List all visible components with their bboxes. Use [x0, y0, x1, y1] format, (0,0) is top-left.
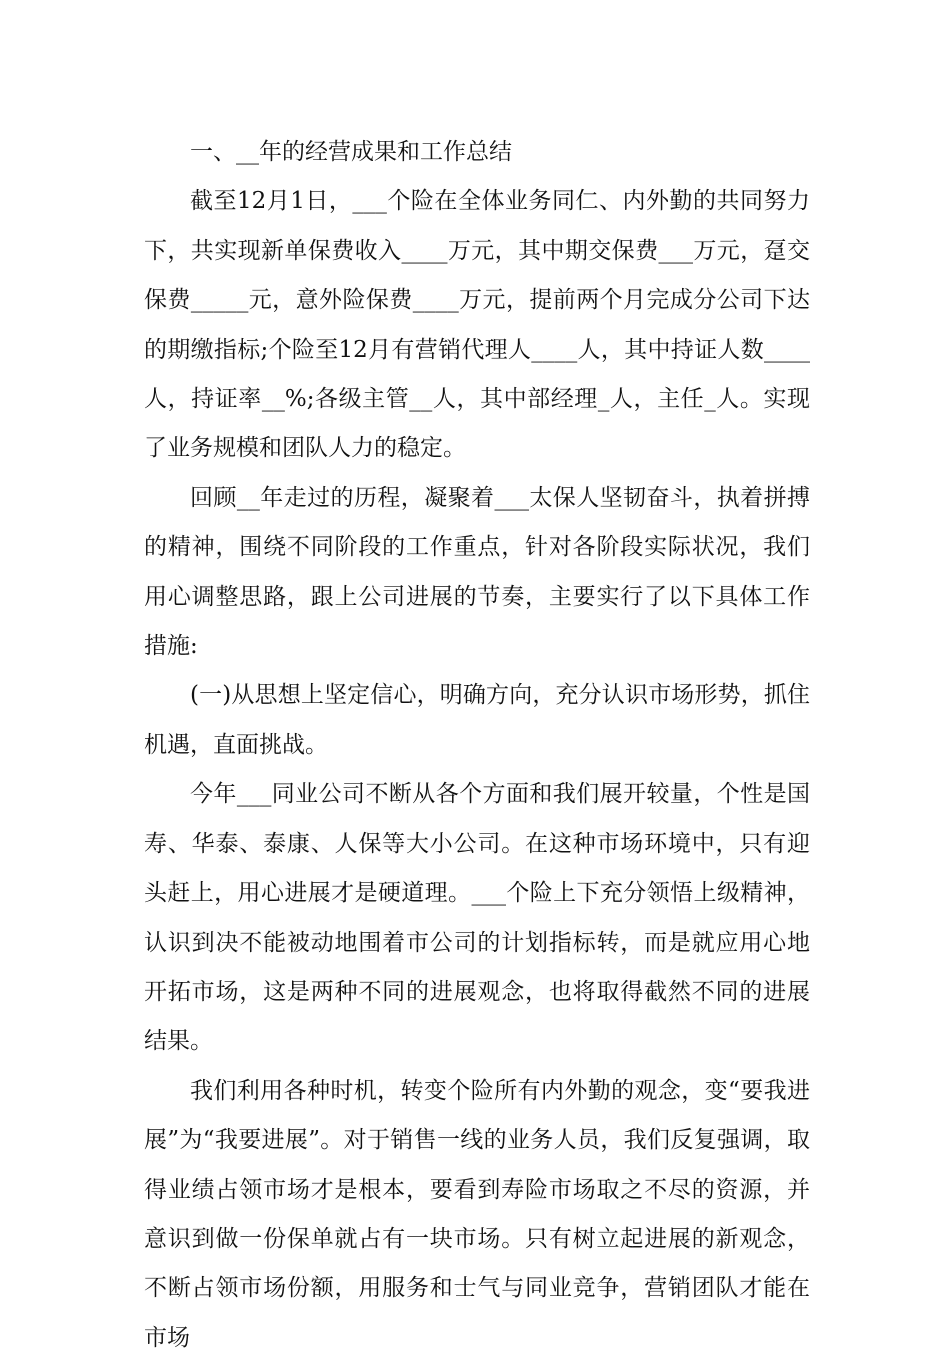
document-body	[144, 128, 810, 1363]
paragraph-measure-one: (一)从思想上坚定信心，明确方向，充分认识市场形势，抓住机遇，直面挑战。	[144, 682, 810, 758]
section-heading: 一、__年的经营成果和工作总结	[190, 139, 512, 165]
paragraph-market: 今年___同业公司不断从各个方面和我们展开较量，个性是国寿、华泰、泰康、人保等大小公司。在这种市场环境中，只有迎头赶上，用心进展才是硬道理。___个险上下充分领悟上级精神，认识到决不能被动地围着市公司的计划指标转，而是就应用心地开拓市场，这是两种不同的进展观念，也将取得截然不同的进展结果。	[144, 781, 810, 1055]
paragraph-results: 截至12月1日，___个险在全体业务同仁、内外勤的共同努力下，共实现新单保费收入____万元，其中期交保费___万元，趸交保费_____元，意外险保费____万元，提前两个月完成分公司下达的期缴指标;个险至12月有营销代理人____人，其中持证人数____人，持证率__%;各级主管__人，其中部经理_人，主任_人。实现了业务规模和团队人力的稳定。	[144, 188, 810, 462]
paragraph-mindset: 我们利用各种时机，转变个险所有内外勤的观念，变“要我进展”为“我要进展”。对于销售一线的业务人员，我们反复强调，取得业绩占领市场才是根本，要看到寿险市场取之不尽的资源，并意识到做一份保单就占有一块市场。只有树立起进展的新观念，不断占领市场份额，用服务和士气与同业竞争，营销团队才能在市场	[144, 1077, 810, 1351]
paragraph-review: 回顾__年走过的历程，凝聚着___太保人坚韧奋斗，执着拼搏的精神，围绕不同阶段的工作重点，针对各阶段实际状况，我们用心调整思路，跟上公司进展的节奏，主要实行了以下具体工作措施:	[144, 484, 810, 660]
